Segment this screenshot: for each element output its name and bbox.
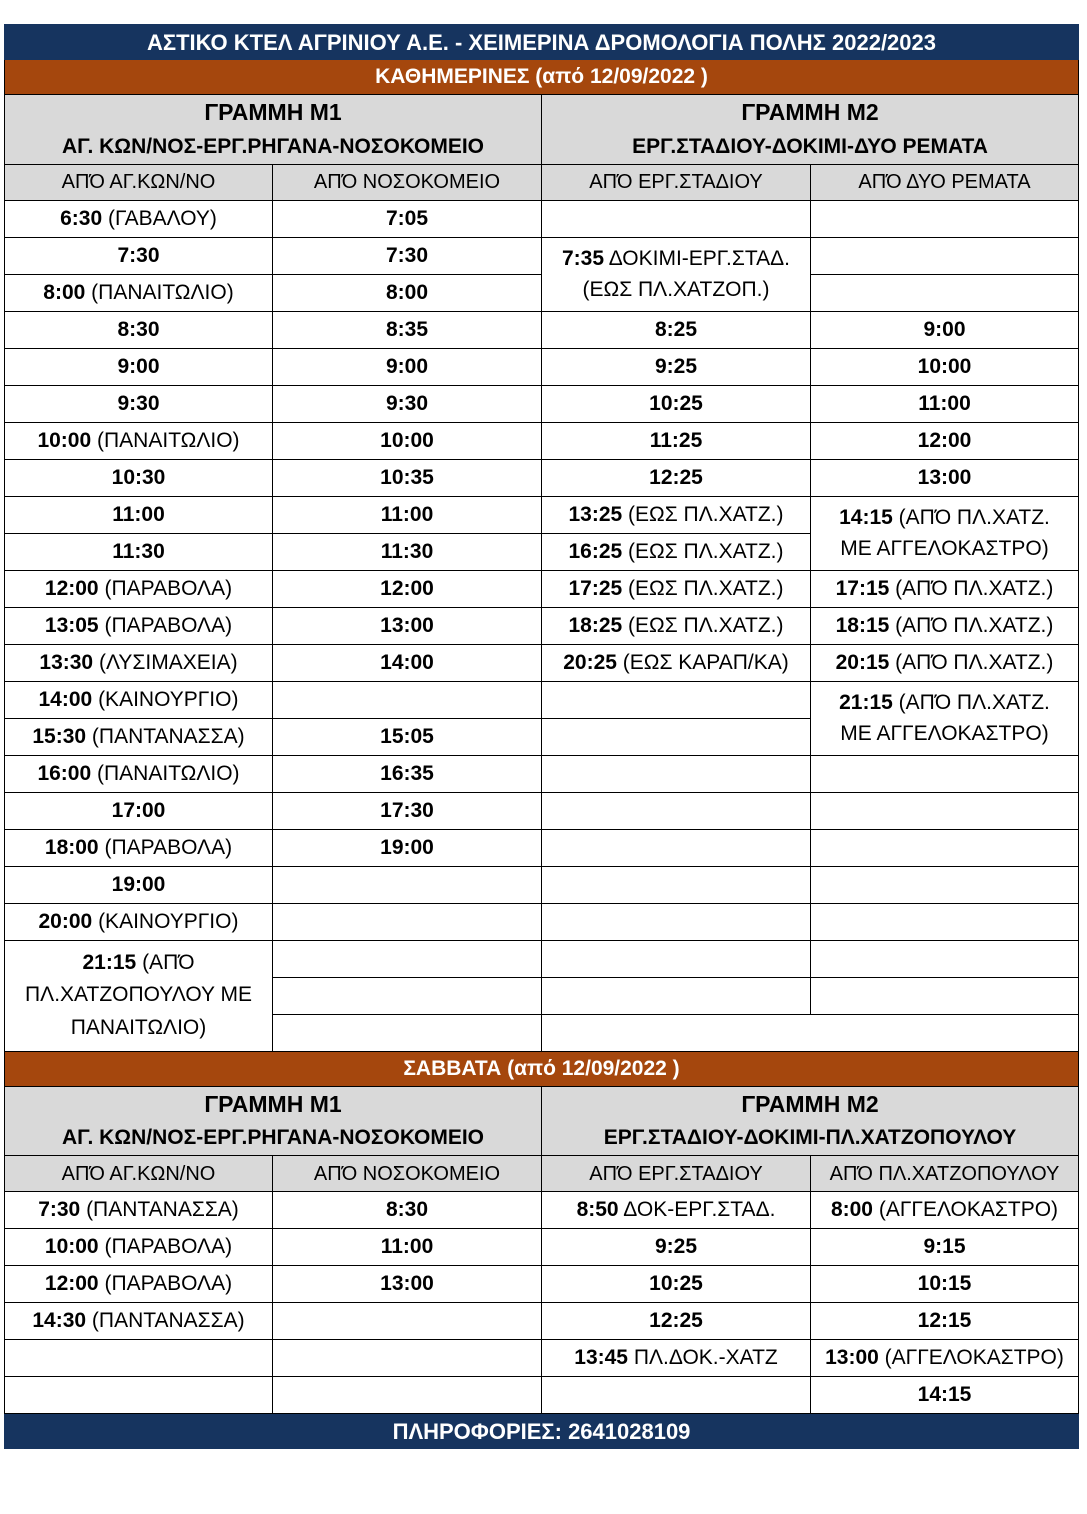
m1-hospital-departure: 13:00 <box>273 607 542 644</box>
schedule-row <box>5 1266 1079 1303</box>
departure-time: 12:15 <box>917 1309 972 1333</box>
departure-note: (ΠΑΡΑΒΟΛΑ) <box>104 1235 233 1259</box>
sat-m2-stadium-departure <box>542 1266 811 1303</box>
saturday-m1-route: ΑΓ. ΚΩΝ/ΝΟΣ-ΕΡΓ.ΡΗΓΑΝΑ-ΝΟΣΟΚΟΜΕΙΟ <box>5 1121 542 1156</box>
m2-rivers-departure <box>811 496 1079 570</box>
m1-hospital-departure: 9:00 <box>273 348 542 385</box>
departure-time: 20:15 <box>835 650 890 674</box>
departure-time: 8:00 <box>830 1198 873 1222</box>
sat-m2-stadium-departure <box>542 1340 811 1377</box>
m2-stadium-empty <box>542 903 811 940</box>
sat-m1-hospital-departure <box>273 1266 542 1303</box>
sat-m1-hospital-departure <box>273 1340 542 1377</box>
departure-time: 12:00 <box>44 1272 99 1296</box>
m1-hospital-departure: 16:35 <box>273 755 542 792</box>
departure-note: (ΛΥΣΙΜΑΧΕΙΑ) <box>98 650 238 674</box>
departure-time: 18:00 <box>44 835 99 859</box>
saturday-m2-name: ΓΡΑΜΜΗ Μ2 <box>542 1086 1079 1121</box>
m1-hospital-departure: 17:30 <box>273 792 542 829</box>
departure-time: 8:30 <box>117 317 160 341</box>
departure-note: (ΕΩΣ ΚΑΡΑΠ/ΚΑ) <box>622 650 789 674</box>
departure-note: (ΠΑΡΑΒΟΛΑ) <box>104 1272 233 1296</box>
m2-stadium-empty <box>542 829 811 866</box>
departure-time: 7:30 <box>38 1198 81 1222</box>
departure-time: 11:00 <box>112 502 165 526</box>
departure-note: (ΑΠΌ ΠΛ.ΧΑΤΖ. <box>898 690 1050 714</box>
departure-note: (ΑΠΌ ΠΛ.ΧΑΤΖ.) <box>895 576 1054 600</box>
sat-m1-hospital-departure <box>273 1303 542 1340</box>
departure-note: (ΑΓΓΕΛΟΚΑΣΤΡΟ) <box>884 1346 1064 1370</box>
m2-rivers-empty <box>811 792 1079 829</box>
departure-note: (ΚΑΙΝΟΥΡΓΙΟ) <box>98 909 239 933</box>
departure-time: 11:00 <box>380 1235 434 1259</box>
departure-time: 17:15 <box>835 576 890 600</box>
departure-time: 9:00 <box>117 354 160 378</box>
departure-time: 17:00 <box>111 798 166 822</box>
weekdays-dir-2: ΑΠΌ ΝΟΣΟΚΟΜΕΙΟ <box>273 164 542 200</box>
m1-agkon-departure <box>5 718 273 755</box>
departure-time: 8:00 <box>43 280 86 304</box>
departure-time: 10:25 <box>649 1272 703 1296</box>
departure-note: (ΑΓΓΕΛΟΚΑΣΤΡΟ) <box>878 1198 1059 1222</box>
departure-note: (ΑΠΌ ΠΛ.ΧΑΤΖ.) <box>895 613 1054 637</box>
sat-m2-stadium-departure <box>542 1303 811 1340</box>
departure-time: 9:25 <box>654 354 698 378</box>
saturday-dir-3: ΑΠΌ ΕΡΓ.ΣΤΑΔΙΟΥ <box>542 1156 811 1192</box>
m2-stadium-empty <box>542 792 811 829</box>
info-footer: ΠΛΗΡΟΦΟΡΙΕΣ: 2641028109 <box>5 1414 1079 1449</box>
departure-time: 14:15 <box>917 1383 972 1407</box>
m2-rivers-departure <box>811 607 1079 644</box>
m1-agkon-departure <box>5 348 273 385</box>
sat-m1-hospital-departure <box>273 1377 542 1414</box>
schedule-row <box>5 496 1079 533</box>
schedule-row <box>5 385 1079 422</box>
m2-stadium-empty <box>542 977 811 1014</box>
departure-time: 10:30 <box>111 465 166 489</box>
departure-note: (ΚΑΙΝΟΥΡΓΙΟ) <box>98 687 239 711</box>
m2-rivers-departure <box>811 644 1079 681</box>
sat-m2-square-departure <box>811 1377 1079 1414</box>
page-title: ΑΣΤΙΚΟ ΚΤΕΛ ΑΓΡΙΝΙΟΥ Α.Ε. - ΧΕΙΜΕΡΙΝΑ ΔΡΟΜΟΛΟΓΙΑ ΠΟΛΗΣ 2022/2023 <box>5 25 1079 60</box>
m1-hospital-empty <box>273 977 542 1014</box>
departure-time: 20:00 <box>38 909 93 933</box>
departure-time: 21:15 <box>839 690 893 714</box>
weekdays-dir-3: ΑΠΌ ΕΡΓ.ΣΤΑΔΙΟΥ <box>542 164 811 200</box>
m2-stadium-departure <box>542 496 811 533</box>
departure-time: 9:15 <box>923 1235 966 1259</box>
m2-rivers-departure <box>811 570 1079 607</box>
m1-agkon-departure <box>5 570 273 607</box>
departure-time: 10:00 <box>37 428 92 452</box>
m1-hospital-departure <box>273 681 542 718</box>
departure-time: 10:00 <box>44 1235 99 1259</box>
m1-hospital-departure: 11:30 <box>273 533 542 570</box>
departure-note: (ΕΩΣ ΠΛ.ΧΑΤΖ.) <box>628 576 784 600</box>
m2-stadium-departure <box>542 607 811 644</box>
departure-time: 8:30 <box>385 1198 429 1222</box>
m1-agkon-departure <box>5 644 273 681</box>
m1-agkon-departure <box>5 311 273 348</box>
schedule-row <box>5 1377 1079 1414</box>
departure-time: 12:25 <box>649 1309 703 1333</box>
m1-agkon-departure <box>5 422 273 459</box>
sat-m1-agkon-departure <box>5 1303 273 1340</box>
m2-rivers-empty <box>811 866 1079 903</box>
m1-agkon-departure <box>5 940 273 1051</box>
departure-time: 9:30 <box>117 391 160 415</box>
schedule-row <box>5 644 1079 681</box>
sat-m2-square-departure <box>811 1340 1079 1377</box>
schedule-row <box>5 755 1079 792</box>
m2-rivers-empty <box>811 755 1079 792</box>
m1-agkon-departure <box>5 237 273 274</box>
m2-stadium-departure <box>542 348 811 385</box>
departure-note: ΜΕ ΑΓΓΕΛΟΚΑΣΤΡΟ) <box>840 722 1049 745</box>
m2-rivers-departure: 13:00 <box>811 459 1079 496</box>
m2-rivers-empty <box>811 940 1079 977</box>
departure-time: 6:30 <box>60 206 103 230</box>
weekdays-banner: ΚΑΘΗΜΕΡΙΝΕΣ (από 12/09/2022 ) <box>5 60 1079 95</box>
m2-stadium-departure <box>542 644 811 681</box>
weekdays-m2-name: ΓΡΑΜΜΗ Μ2 <box>542 95 1079 130</box>
m2-stadium-departure <box>542 533 811 570</box>
saturday-banner: ΣΑΒΒΑΤΑ (από 12/09/2022 ) <box>5 1051 1079 1086</box>
weekdays-m1-route: ΑΓ. ΚΩΝ/ΝΟΣ-ΕΡΓ.ΡΗΓΑΝΑ-ΝΟΣΟΚΟΜΕΙΟ <box>5 130 542 165</box>
schedule-row <box>5 1303 1079 1340</box>
schedule-row <box>5 681 1079 718</box>
departure-note: ΔΟΚΙΜΙ-ΕΡΓ.ΣΤΑΔ. <box>608 246 791 270</box>
departure-note: (ΠΑΝΤΑΝΑΣΣΑ) <box>91 1309 245 1333</box>
m1-agkon-departure <box>5 866 273 903</box>
m1-agkon-departure <box>5 755 273 792</box>
saturday-m2-route: ΕΡΓ.ΣΤΑΔΙΟΥ-ΔΟΚΙΜΙ-ΠΛ.ΧΑΤΖΟΠΟΥΛΟΥ <box>542 1121 1079 1156</box>
schedule-row <box>5 940 1079 977</box>
departure-time: 8:25 <box>654 317 698 341</box>
m2-rivers-empty <box>811 977 1079 1014</box>
m1-agkon-departure <box>5 607 273 644</box>
saturday-dir-4: ΑΠΌ ΠΛ.ΧΑΤΖΟΠΟΥΛΟΥ <box>811 1156 1079 1192</box>
m1-hospital-departure: 10:00 <box>273 422 542 459</box>
departure-note: (ΑΠΌ ΠΛ.ΧΑΤΖ. <box>898 505 1050 529</box>
m1-agkon-departure <box>5 681 273 718</box>
sat-m1-agkon-departure <box>5 1266 273 1303</box>
m2-rivers-empty <box>811 200 1079 237</box>
departure-time: 18:25 <box>568 613 623 637</box>
m1-agkon-departure <box>5 533 273 570</box>
m2-rivers-departure: 12:00 <box>811 422 1079 459</box>
m2-rivers-empty <box>811 829 1079 866</box>
m1-agkon-departure <box>5 792 273 829</box>
departure-time: 13:25 <box>568 502 623 526</box>
m1-hospital-empty <box>273 1014 542 1051</box>
schedule-row <box>5 1229 1079 1266</box>
m2-stadium-empty <box>542 1014 1079 1051</box>
timetable <box>4 24 1079 1449</box>
departure-time: 17:25 <box>568 576 623 600</box>
m2-rivers-departure: 9:00 <box>811 311 1079 348</box>
departure-time: 14:30 <box>32 1309 87 1333</box>
schedule-row <box>5 1192 1079 1229</box>
m2-stadium-empty <box>542 681 811 718</box>
departure-time: 13:30 <box>39 650 94 674</box>
m1-agkon-departure <box>5 274 273 311</box>
m2-stadium-departure <box>542 311 811 348</box>
departure-note: (ΠΑΡΑΒΟΛΑ) <box>104 613 233 637</box>
schedule-row <box>5 607 1079 644</box>
schedule-row <box>5 829 1079 866</box>
m1-hospital-empty <box>273 866 542 903</box>
m2-rivers-empty <box>811 274 1079 311</box>
departure-time: 21:15 <box>82 950 137 974</box>
m1-agkon-departure <box>5 385 273 422</box>
m1-hospital-departure: 10:35 <box>273 459 542 496</box>
departure-note: (ΑΠΌ ΠΛ.ΧΑΤΖ.) <box>895 650 1054 674</box>
saturday-m1-name: ΓΡΑΜΜΗ Μ1 <box>5 1086 542 1121</box>
schedule-row <box>5 792 1079 829</box>
sat-m2-stadium-departure <box>542 1377 811 1414</box>
departure-note: (ΠΑΝΤΑΝΑΣΣΑ) <box>91 724 245 748</box>
departure-time: 18:15 <box>835 613 890 637</box>
m1-hospital-departure: 7:30 <box>273 237 542 274</box>
sat-m2-square-departure <box>811 1266 1079 1303</box>
sat-m2-square-departure <box>811 1303 1079 1340</box>
sat-m2-stadium-departure <box>542 1192 811 1229</box>
m2-stadium-empty <box>542 755 811 792</box>
departure-time: 10:15 <box>917 1272 972 1296</box>
m1-agkon-departure <box>5 200 273 237</box>
departure-time: 7:35 <box>561 246 605 270</box>
m2-stadium-departure <box>542 459 811 496</box>
departure-time: 10:25 <box>649 391 703 415</box>
sat-m1-hospital-departure <box>273 1192 542 1229</box>
m1-hospital-empty <box>273 903 542 940</box>
weekdays-dir-1: ΑΠΌ ΑΓ.ΚΩΝ/ΝΟ <box>5 164 273 200</box>
departure-note: (ΠΑΡΑΒΟΛΑ) <box>104 835 233 859</box>
schedule-row <box>5 237 1079 274</box>
departure-time: 14:00 <box>38 687 93 711</box>
m1-hospital-departure: 19:00 <box>273 829 542 866</box>
m2-stadium-empty <box>542 200 811 237</box>
departure-note: ΜΕ ΑΓΓΕΛΟΚΑΣΤΡΟ) <box>840 537 1049 560</box>
m2-stadium-departure <box>542 570 811 607</box>
departure-time: 9:25 <box>654 1235 698 1259</box>
departure-note: (ΑΠΌ ΠΛ.ΧΑΤΖΟΠΟΥΛΟΥ ΜΕ ΠΑΝΑΙΤΩΛΙΟ) <box>25 950 252 1039</box>
m1-hospital-departure: 14:00 <box>273 644 542 681</box>
saturday-dir-1: ΑΠΌ ΑΓ.ΚΩΝ/ΝΟ <box>5 1156 273 1192</box>
m2-rivers-empty <box>811 903 1079 940</box>
sat-m1-agkon-departure <box>5 1192 273 1229</box>
m1-agkon-departure <box>5 903 273 940</box>
m2-rivers-departure <box>811 681 1079 755</box>
schedule-row <box>5 1340 1079 1377</box>
timetable-sheet <box>4 24 1078 1449</box>
departure-note: (ΠΑΝΑΙΤΩΛΙΟ) <box>91 280 234 304</box>
schedule-row <box>5 348 1079 385</box>
m2-rivers-departure: 11:00 <box>811 385 1079 422</box>
m2-rivers-empty <box>811 237 1079 274</box>
departure-note: ΠΛ.ΔΟΚ.-ΧΑΤΖ <box>633 1346 778 1370</box>
departure-note: (ΕΩΣ ΠΛ.ΧΑΤΖΟΠ.) <box>582 278 770 301</box>
m1-hospital-departure: 8:35 <box>273 311 542 348</box>
departure-time: 11:25 <box>649 428 703 452</box>
departure-note: (ΠΑΝΤΑΝΑΣΣΑ) <box>86 1198 239 1222</box>
departure-time: 15:30 <box>32 724 87 748</box>
sat-m1-agkon-departure <box>5 1229 273 1266</box>
departure-note: (ΕΩΣ ΠΛ.ΧΑΤΖ.) <box>628 502 784 526</box>
saturday-dir-2: ΑΠΌ ΝΟΣΟΚΟΜΕΙΟ <box>273 1156 542 1192</box>
weekdays-m1-name: ΓΡΑΜΜΗ Μ1 <box>5 95 542 130</box>
schedule-row <box>5 200 1079 237</box>
sat-m2-stadium-departure <box>542 1229 811 1266</box>
departure-time: 13:45 <box>574 1346 628 1370</box>
m2-stadium-empty <box>542 718 811 755</box>
schedule-row <box>5 866 1079 903</box>
m2-rivers-departure: 10:00 <box>811 348 1079 385</box>
departure-note: ΔΟΚ-ΕΡΓ.ΣΤΑΔ. <box>623 1198 776 1222</box>
m1-hospital-empty <box>273 940 542 977</box>
m2-stadium-empty <box>542 866 811 903</box>
sat-m1-agkon-departure <box>5 1340 273 1377</box>
departure-time: 8:50 <box>576 1198 619 1222</box>
departure-note: (ΕΩΣ ΠΛ.ΧΑΤΖ.) <box>628 613 784 637</box>
sat-m1-hospital-departure <box>273 1229 542 1266</box>
departure-note: (ΓΑΒΑΛΟΥ) <box>107 206 217 230</box>
schedule-row <box>5 422 1079 459</box>
m2-stadium-departure <box>542 422 811 459</box>
m2-stadium-empty <box>542 940 811 977</box>
weekdays-dir-4: ΑΠΌ ΔΥΟ ΡΕΜΑΤΑ <box>811 164 1079 200</box>
departure-time: 14:15 <box>839 505 893 529</box>
departure-time: 7:30 <box>117 243 160 267</box>
schedule-row <box>5 903 1079 940</box>
sat-m2-square-departure <box>811 1192 1079 1229</box>
departure-note: (ΠΑΝΑΙΤΩΛΙΟ) <box>97 761 240 785</box>
departure-time: 16:00 <box>37 761 92 785</box>
departure-time: 13:00 <box>380 1272 434 1296</box>
departure-time: 13:05 <box>44 613 99 637</box>
sat-m1-agkon-departure <box>5 1377 273 1414</box>
m2-stadium-departure <box>542 237 811 311</box>
departure-note: (ΠΑΝΑΙΤΩΛΙΟ) <box>97 428 240 452</box>
m1-hospital-departure: 7:05 <box>273 200 542 237</box>
departure-time: 19:00 <box>111 872 166 896</box>
schedule-row <box>5 570 1079 607</box>
m1-agkon-departure <box>5 459 273 496</box>
departure-time: 13:00 <box>825 1346 879 1370</box>
m1-hospital-departure: 8:00 <box>273 274 542 311</box>
departure-time: 12:00 <box>44 576 99 600</box>
departure-note: (ΠΑΡΑΒΟΛΑ) <box>104 576 233 600</box>
departure-time: 12:25 <box>649 465 703 489</box>
weekdays-m2-route: ΕΡΓ.ΣΤΑΔΙΟΥ-ΔΟΚΙΜΙ-ΔΥΟ ΡΕΜΑΤΑ <box>542 130 1079 165</box>
m2-stadium-departure <box>542 385 811 422</box>
m1-hospital-departure: 15:05 <box>273 718 542 755</box>
m1-hospital-departure: 11:00 <box>273 496 542 533</box>
departure-time: 11:30 <box>112 539 165 563</box>
departure-time: 16:25 <box>568 539 623 563</box>
schedule-row <box>5 459 1079 496</box>
departure-time: 20:25 <box>563 650 617 674</box>
m1-hospital-departure: 9:30 <box>273 385 542 422</box>
m1-agkon-departure <box>5 829 273 866</box>
schedule-row <box>5 311 1079 348</box>
sat-m2-square-departure <box>811 1229 1079 1266</box>
departure-note: (ΕΩΣ ΠΛ.ΧΑΤΖ.) <box>628 539 784 563</box>
m1-hospital-departure: 12:00 <box>273 570 542 607</box>
m1-agkon-departure <box>5 496 273 533</box>
